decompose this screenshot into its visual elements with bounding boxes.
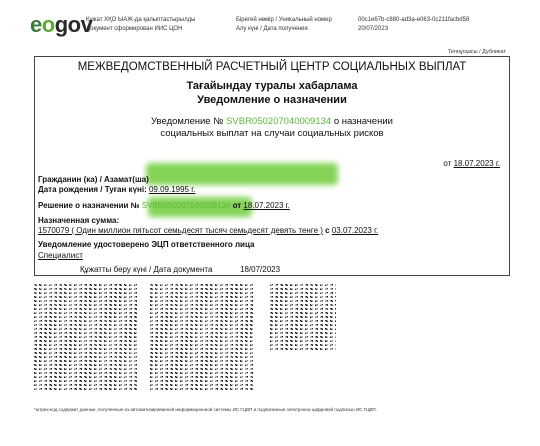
duplicate-note: Телнұсқасы / Дубликат (447, 49, 506, 55)
notice-line-1: Уведомление № SVBR050207040009134 о назначении (151, 116, 393, 127)
issue-date: 18/07/2023 (240, 265, 281, 274)
qr-code (150, 284, 254, 390)
notice-line-2: социальных выплат на случаи социальных рисков (160, 128, 384, 139)
appointment-row: Решение о назначении № SVBR050207040009134 от 18.07.2023 г. (38, 201, 290, 210)
qr-code (270, 284, 336, 350)
title-ru: Уведомление о назначении (197, 94, 347, 106)
birth-row: Дата рождения / Туған күні: 09.09.1995 г. (38, 185, 196, 194)
notice-number: SVBR050207040009134 (226, 116, 332, 127)
sum-row: 1570079 ( Один миллион пятьсот семьдесят тысяч семьдесят девять тенге ) с 03.07.2023 г. (38, 226, 379, 235)
issue-label: Құжатты беру күні / Дата документа (80, 265, 213, 274)
organization-title: МЕЖВЕДОМСТВЕННЫЙ РАСЧЕТНЫЙ ЦЕНТР СОЦИАЛЬНЫХ ВЫПЛАТ (77, 61, 467, 73)
qr-code (34, 284, 138, 390)
unique-number: 00c1e67b-c880-ad3a-e063-0c211facbd58 (358, 17, 470, 23)
citizen-label: Гражданин (ка) / Азамат(ша) (38, 175, 149, 184)
footnote: *штрих-код содержит данные, полученные из автоматизированной информационной системы ИС ГЦВП и подписанные электронно-цифровой подписью ИС ГЦВП. (34, 407, 377, 412)
header-issuer: Құжат ХҚО ЫАЖ-да қалыптастырылды Документ сформирован ИИС ЦОН (86, 17, 196, 32)
title-kz: Тағайындау туралы хабарлама (186, 80, 358, 92)
ecp-label: Уведомление удостоверено ЭЦП ответственного лица (38, 240, 255, 249)
egov-logo: eogov (30, 12, 93, 37)
sum-label: Назначенная сумма: (38, 216, 120, 225)
notice-date: от 18.07.2023 г. (443, 159, 500, 168)
header-values (358, 16, 469, 34)
receipt-date: 20/07/2023 (358, 26, 389, 32)
header-labels: Бірегей нөмір / Уникальный номер Алу күні / Дата получения (236, 17, 332, 32)
specialist-label: Специалист (38, 251, 83, 260)
redaction-blur (146, 163, 338, 185)
